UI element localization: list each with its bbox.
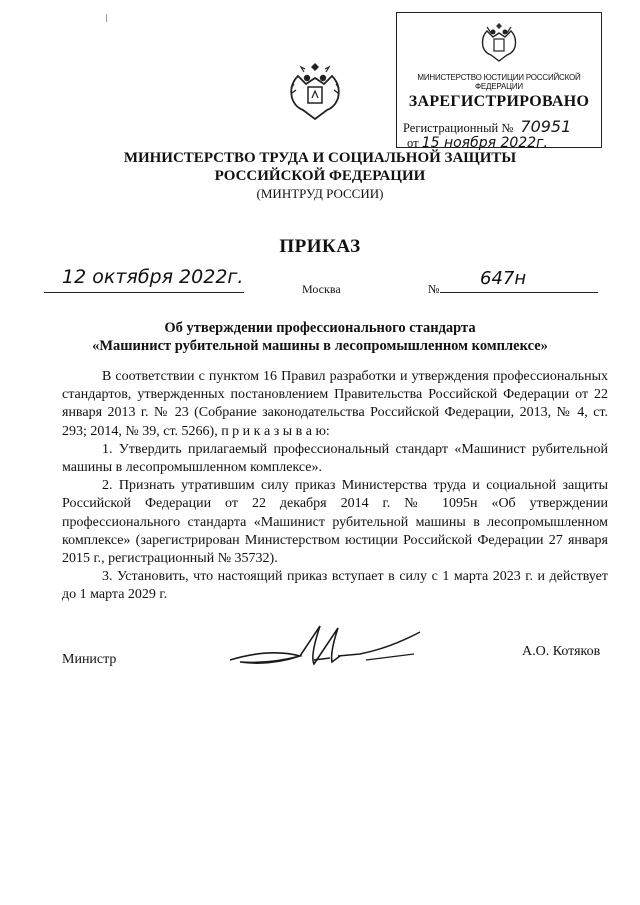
stamp-reg-label: Регистрационный № (403, 121, 514, 135)
paragraph-item-3: 3. Установить, что настоящий приказ вступает в силу с 1 марта 2023 г. и действует до 1 марта 2029 г. (62, 569, 608, 603)
stamp-ministry: МИНИСТЕРСТВО ЮСТИЦИИ РОССИЙСКОЙ ФЕДЕРАЦИИ (417, 73, 581, 91)
number-sign: № (428, 282, 440, 296)
org-short-name: (МИНТРУД РОССИИ) (256, 186, 384, 201)
signatory-name: А.О. Котяков (522, 644, 601, 659)
stamp-reg-number (403, 117, 571, 136)
handwritten-signature (226, 620, 436, 680)
order-body (62, 368, 608, 605)
stamp-date-value: 15 ноября 2022г. (421, 135, 548, 151)
order-city: Москва (302, 282, 341, 296)
doc-type-heading: ПРИКАЗ (279, 236, 361, 257)
date-underline (44, 292, 244, 293)
order-title-line1: Об утверждении профессионального стандарта (164, 320, 476, 336)
number-underline (440, 292, 598, 293)
order-date: 12 октября 2022г. (62, 266, 244, 288)
paragraph-item-1: 1. Утвердить прилагаемый профессиональный стандарт «Машинист рубительной машины в лесопромышленном комплексе». (62, 441, 608, 476)
org-name-line2: РОССИЙСКОЙ ФЕДЕРАЦИИ (214, 168, 426, 184)
paragraph-preamble: В соответствии с пунктом 16 Правил разработки и утверждения профессиональных стандартов, утвержденных постановлением Правительства Российской Федерации от 22 января 2013 г. № 23 (Собрание законодательства Российской Федерации, 2013, № 4, ст. 293; 2014, № 39, ст. 5266), п р и к а з ы в а ю: (62, 369, 608, 439)
order-number: 647н (480, 268, 527, 289)
registration-stamp (396, 12, 602, 151)
scan-mark (106, 14, 109, 22)
stamp-date-prefix: от (407, 136, 419, 150)
coat-of-arms-icon (288, 60, 342, 124)
order-title-line2: «Машинист рубительной машины в лесопромышленном комплексе» (92, 338, 548, 354)
stamp-status: ЗАРЕГИСТРИРОВАНО (408, 93, 590, 110)
org-name-line1: МИНИСТЕРСТВО ТРУДА И СОЦИАЛЬНОЙ ЗАЩИТЫ (123, 150, 517, 166)
stamp-reg-value: 70951 (520, 117, 572, 136)
emblem-icon (479, 19, 519, 65)
signatory-role: Министр (62, 652, 117, 667)
stamp-reg-date (407, 135, 548, 151)
paragraph-item-2: 2. Признать утратившим силу приказ Министерства труда и социальной защиты Российской Федерации от 22 декабря 2014 г. № 1095н «Об утверждении профессионального стандарта «Машинист рубительной машины в лесопромышленном комплексе» (зарегистрирован Министерством юстиции Российской Федерации 27 января 2015 г., регистрационный № 35732). (62, 478, 608, 567)
